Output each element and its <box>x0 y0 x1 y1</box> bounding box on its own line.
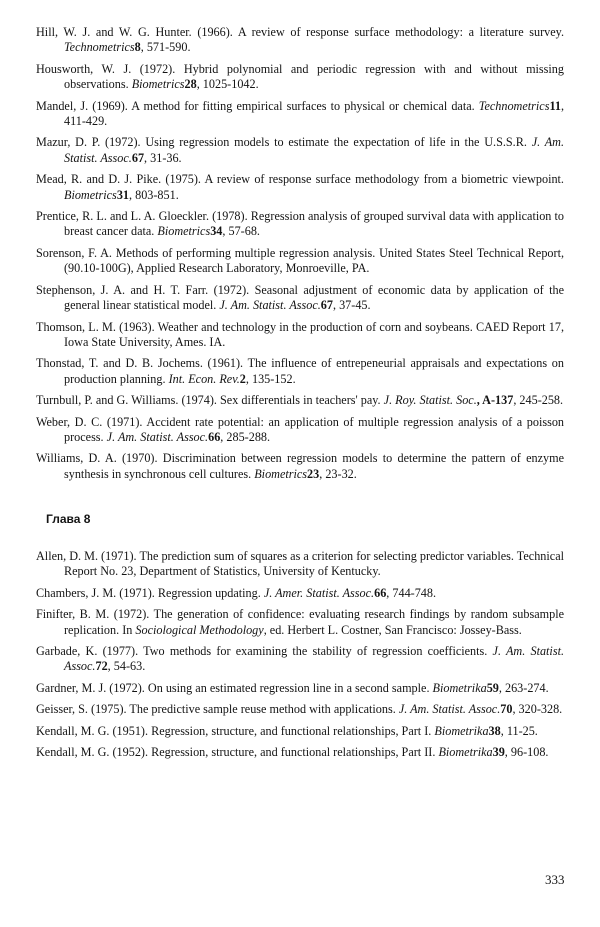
reference-pages: , 803-851. <box>129 187 179 202</box>
reference-title: Accident rate potential: an application of multiple regression analysis of a poisson process. <box>64 414 565 444</box>
reference-volume: 23 <box>307 466 320 481</box>
reference-volume: 72 <box>95 659 108 674</box>
reference-journal: Biometrika <box>434 723 489 738</box>
reference-title: On using an estimated regression line in a second sample. <box>147 680 433 695</box>
reference-volume: 2 <box>239 371 246 386</box>
reference-authors: Hill, W. J. and W. G. Hunter. (1966). <box>36 25 238 39</box>
reference-list-1 <box>36 25 564 488</box>
reference-title: Regression, structure, and functional relationships, Part I. <box>151 723 435 738</box>
reference-entry <box>36 62 564 93</box>
reference-journal: Biometrics <box>64 187 117 202</box>
reference-volume: 70 <box>500 702 513 717</box>
reference-volume: 31 <box>116 187 129 202</box>
reference-title: Discrimination between regression models to determine the pattern of enzyme synthesis in synchronous cell cultures. <box>64 451 564 481</box>
reference-title: The generation of confidence: evaluating research findings by random subsample replication. In <box>64 607 565 637</box>
reference-entry <box>36 586 564 601</box>
reference-entry <box>36 724 564 739</box>
reference-entry <box>36 172 564 203</box>
reference-journal: Biometrics <box>157 224 211 239</box>
reference-entry <box>36 320 564 351</box>
reference-title: Seasonal adjustment of economic data by application of the general linear statistical model. <box>64 282 564 313</box>
reference-journal: Biometrics <box>131 77 185 92</box>
reference-journal: Technometrics <box>478 98 550 113</box>
reference-entry <box>36 702 564 717</box>
reference-journal: J. Roy. Statist. Soc. <box>383 393 477 408</box>
reference-volume: 39 <box>492 745 505 760</box>
reference-journal: J. Am. Statist. Assoc. <box>398 702 501 717</box>
reference-authors: Finifter, B. M. (1972). <box>36 607 154 622</box>
reference-entry <box>36 681 564 696</box>
section-heading: Глава 8 <box>46 512 91 526</box>
reference-authors: Gardner, M. J. (1972). <box>36 680 148 695</box>
reference-volume: 11 <box>549 98 561 113</box>
reference-title: Using regression models to estimate the expectation of life in the U.S.S.R. <box>145 135 532 150</box>
reference-volume: 59 <box>486 680 499 695</box>
reference-entry <box>36 356 564 387</box>
reference-journal: Biometrika <box>438 745 493 760</box>
reference-authors: Sorenson, F. A. <box>36 245 116 260</box>
reference-journal: J. Am. Statist. Assoc. <box>64 644 564 674</box>
reference-title: Regression, structure, and functional relationships, Part II. <box>151 745 439 760</box>
reference-authors: Thonstad, T. and D. B. Jochems. (1961). <box>36 356 248 371</box>
reference-journal: Int. Econ. Rev. <box>168 371 240 386</box>
reference-entry <box>36 25 564 56</box>
reference-authors: Turnbull, P. and G. Williams. (1974). <box>36 393 221 408</box>
reference-journal: Sociological Methodology <box>135 622 264 637</box>
reference-pages: , 135-152. <box>245 371 296 386</box>
reference-pages: , 23-32. <box>319 466 357 481</box>
reference-journal: J. Am. Statist. Assoc. <box>106 429 209 444</box>
reference-pages: , 411-429. <box>64 98 564 129</box>
reference-journal: Technometrics <box>64 40 135 55</box>
reference-entry <box>36 644 564 675</box>
reference-pages: , 54-63. <box>107 659 146 674</box>
reference-authors: Stephenson, J. A. and H. T. Farr. (1972). <box>36 282 255 297</box>
reference-entry <box>36 415 564 446</box>
reference-pages: , ed. Herbert L. Costner, San Francisco: Jossey-Bass. <box>263 622 522 637</box>
reference-journal: Biometrika <box>432 680 487 695</box>
reference-title: Sex differentials in teachers' pay. <box>220 393 384 408</box>
reference-authors: Mandel, J. (1969). <box>36 98 132 113</box>
reference-title: Methods of performing multiple regression analysis. United States Steel Technical Report, (90.10-100G), Applied Research Laboratory, Monroeville, PA. <box>64 245 564 276</box>
reference-authors: Chambers, J. M. (1971). <box>36 585 158 600</box>
reference-title: Hybrid polynomial and periodic regression with and without missing observations. <box>64 61 564 92</box>
reference-pages: , 245-258. <box>513 393 564 408</box>
reference-title: Weather and technology in the production of corn and soybeans. CAED Report 17, Iowa State University, Ames. IA. <box>64 319 564 349</box>
reference-pages: , 37-45. <box>332 298 371 313</box>
reference-title: Two methods for examining the stability of regression coefficients. <box>143 644 493 659</box>
reference-authors: Mazur, D. P. (1972). <box>36 135 146 150</box>
reference-entry <box>36 393 564 408</box>
reference-authors: Williams, D. A. (1970). <box>36 451 163 466</box>
reference-authors: Thomson, L. M. (1963). <box>36 319 158 334</box>
reference-volume: 66 <box>374 585 387 600</box>
reference-pages: , 31-36. <box>144 150 182 165</box>
reference-entry <box>36 209 564 240</box>
reference-pages: , 96-108. <box>504 745 549 760</box>
reference-entry <box>36 451 564 482</box>
reference-title: Regression updating. <box>157 585 264 600</box>
reference-pages: , 263-274. <box>498 680 549 695</box>
reference-authors: Allen, D. M. (1971). <box>36 549 140 563</box>
reference-entry <box>36 549 564 580</box>
reference-authors: Garbade, K. (1977). <box>36 644 144 659</box>
reference-authors: Kendall, M. G. (1951). <box>36 723 152 738</box>
reference-authors: Weber, D. C. (1971). <box>36 414 147 429</box>
reference-title: A method for fitting empirical surfaces to physical or chemical data. <box>131 98 479 113</box>
reference-volume: 67 <box>131 150 145 165</box>
reference-pages: , 285-288. <box>220 429 271 444</box>
reference-volume: 34 <box>210 224 223 239</box>
reference-volume: 28 <box>184 77 197 92</box>
reference-volume: 67 <box>320 298 333 313</box>
reference-journal: J. Amer. Statist. Assoc. <box>263 585 375 600</box>
reference-volume: 38 <box>488 723 501 738</box>
reference-authors: Geisser, S. (1975). <box>36 702 130 717</box>
reference-volume: 8 <box>134 40 141 55</box>
reference-authors: Kendall, M. G. (1952). <box>36 745 152 760</box>
reference-title: A review of response surface methodology from a biometric viewpoint. <box>204 172 564 187</box>
reference-journal: J. Am. Statist. Assoc. <box>219 298 321 313</box>
reference-title: The predictive sample reuse method with applications. <box>129 702 399 717</box>
reference-title: A review of response surface methodology: a literature survey. <box>237 25 565 39</box>
reference-pages: , 744-748. <box>386 585 437 600</box>
page-number: 333 <box>545 872 565 887</box>
reference-pages: , 11-25. <box>500 723 538 738</box>
reference-authors: Prentice, R. L. and L. A. Gloeckler. (1978). <box>36 209 251 224</box>
reference-entry <box>36 745 564 760</box>
reference-list-2 <box>36 549 564 766</box>
reference-entry <box>36 135 564 166</box>
reference-authors: Housworth, W. J. (1972). <box>36 61 184 76</box>
reference-entry <box>36 246 564 277</box>
reference-title: The influence of entrepeneurial appraisals and expectations on production planning. <box>64 356 564 386</box>
reference-volume: 66 <box>208 429 221 444</box>
reference-pages: , 57-68. <box>222 224 260 239</box>
reference-journal: J. Am. Statist. Assoc. <box>64 135 564 165</box>
reference-entry <box>36 99 564 130</box>
reference-pages: , 320-328. <box>512 702 563 717</box>
reference-title: Regression analysis of grouped survival data with application to breast cancer data. <box>64 209 564 239</box>
reference-volume: , A-137 <box>476 393 514 408</box>
reference-authors: Mead, R. and D. J. Pike. (1975). <box>36 172 205 187</box>
reference-entry <box>36 283 564 314</box>
reference-pages: , 1025-1042. <box>196 77 259 92</box>
reference-journal: Biometrics <box>254 466 308 481</box>
reference-entry <box>36 607 564 638</box>
reference-pages: , 571-590. <box>140 40 191 55</box>
reference-title: The prediction sum of squares as a criterion for selecting predictor variables. Technical Report No. 23, Department of Statistics, University of Kentucky. <box>64 549 564 579</box>
